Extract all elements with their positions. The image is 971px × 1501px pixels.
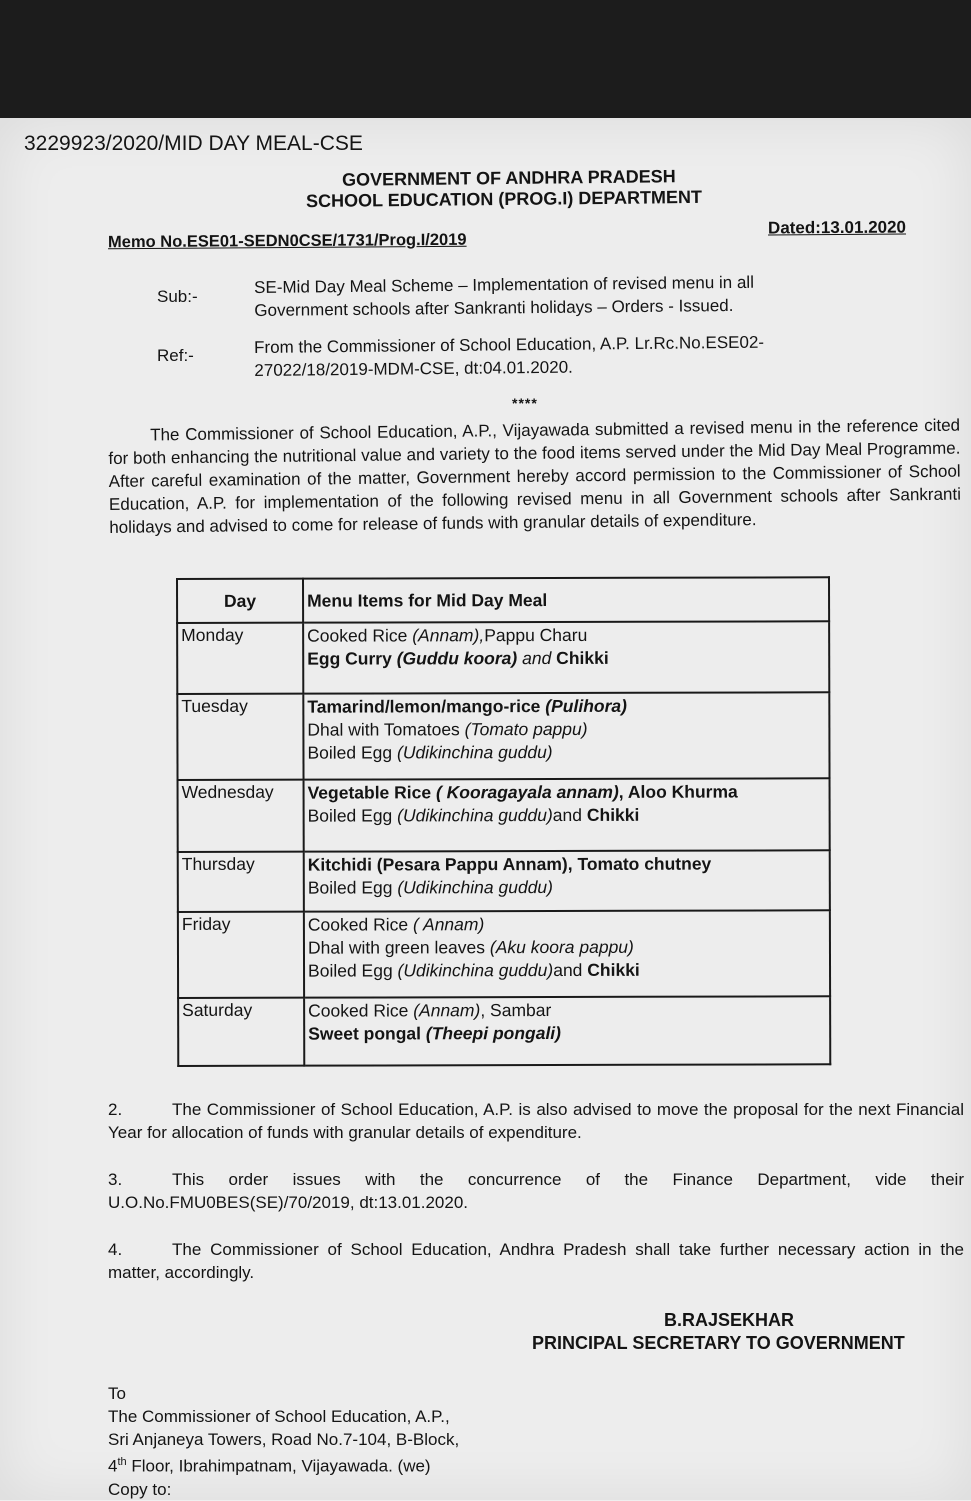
menu-text: (Annam) — [413, 1000, 481, 1021]
day-cell: Saturday — [178, 998, 304, 1066]
menu-text: Dhal with green leaves — [307, 937, 490, 958]
menu-text: Vegetable Rice — [307, 782, 436, 803]
menu-line — [307, 623, 825, 647]
menu-line — [308, 935, 826, 959]
memo-number: Memo No.ESE01-SEDN0CSE/1731/Prog.I/2019 — [107, 230, 467, 252]
menu-line — [308, 998, 826, 1022]
table-row — [178, 850, 830, 912]
subject-line: SE-Mid Day Meal Scheme – Implementation of revised menu in all — [254, 272, 755, 297]
floor-address: Floor, Ibrahimpatnam, Vijayawada. (we) — [126, 1456, 431, 1476]
table-row — [178, 778, 830, 852]
table-row — [177, 621, 829, 694]
menu-cell — [304, 910, 830, 997]
menu-text: Chikki — [586, 804, 640, 825]
menu-text: and — [553, 959, 588, 981]
department-heading: SCHOOL EDUCATION (PROG.I) DEPARTMENT — [305, 186, 703, 212]
floor-suffix: th — [117, 1456, 127, 1468]
menu-cell — [304, 850, 830, 911]
menu-text: Egg Curry — [307, 648, 397, 669]
menu-text: Tamarind/lemon/mango-rice — [307, 696, 546, 717]
menu-text: Cooked Rice — [307, 625, 413, 646]
recipient-line — [108, 1451, 459, 1478]
reference-text — [254, 329, 914, 382]
paragraph-text: The Commissioner of School Education, A.P. is also advised to move the proposal for the next Financial Year for allocation of funds with granular details of expenditure. — [108, 1100, 964, 1142]
recipient-line: Sri Anjaneya Towers, Road No.7-104, B-Block, — [108, 1430, 460, 1449]
to-label: To — [108, 1384, 126, 1403]
paragraph-number: 4. — [108, 1240, 123, 1259]
file-reference: 3229923/2020/MID DAY MEAL-CSE — [24, 132, 363, 155]
menu-line — [308, 912, 826, 936]
day-cell: Wednesday — [178, 780, 304, 852]
day-cell: Tuesday — [177, 694, 303, 780]
reference-label: Ref:- — [157, 346, 194, 365]
paragraph-1: The Commissioner of School Education, A.P., Vijayawada submitted a revised menu in the reference cited for both enhancing the nutritional value and variety to the food items served under the Mid Day Meal Programme. After careful examination of the matter, Government hereby accord permission to the Commissioner of School Education, A.P. for implementation of the following revised menu in all Government schools after Sankranti holidays and advised to come for release of funds with granular details of expenditure. — [108, 415, 962, 537]
menu-line — [308, 780, 826, 804]
menu-text: Cooked Rice — [307, 914, 413, 935]
menu-text: , Aloo Khurma — [618, 781, 738, 802]
signatory-title: PRINCIPAL SECRETARY TO GOVERNMENT — [532, 1333, 905, 1353]
signatory-name: B.RAJSEKHAR — [664, 1310, 795, 1330]
menu-text: (Theepi pongali) — [425, 1022, 562, 1044]
menu-text: (Aku koora pappu) — [489, 936, 634, 958]
menu-text: (Tomato pappu) — [464, 718, 588, 740]
mid-day-meal-menu-table — [176, 576, 831, 1067]
table-row — [178, 910, 830, 998]
menu-line — [307, 694, 825, 718]
day-cell: Thursday — [178, 852, 304, 912]
menu-cell — [303, 621, 829, 693]
menu-text: Kitchidi (Pesara Pappu Annam), Tomato chutney — [307, 853, 712, 875]
menu-text: (Udikinchina guddu) — [396, 742, 553, 763]
menu-text: Cooked Rice — [308, 1000, 414, 1021]
recipient-line: The Commissioner of School Education, A.P., — [108, 1407, 450, 1426]
paragraph-4 — [108, 1238, 964, 1284]
paragraph-2 — [108, 1098, 964, 1144]
menu-line — [308, 875, 826, 899]
column-header-menu: Menu Items for Mid Day Meal — [303, 577, 829, 622]
menu-cell — [304, 778, 830, 851]
menu-text: Boiled Egg — [307, 877, 398, 898]
menu-text: (Pulihora) — [545, 695, 627, 717]
menu-text: Sweet pongal — [308, 1023, 426, 1044]
menu-text: ( Kooragayala annam) — [435, 781, 619, 803]
reference-line: From the Commissioner of School Education, A.P. Lr.Rc.No.ESE02- — [254, 332, 765, 357]
menu-table-body — [177, 621, 830, 1066]
column-header-day: Day — [177, 579, 303, 623]
menu-text: Boiled Egg — [307, 742, 397, 763]
menu-text: Pappu Charu — [484, 624, 588, 646]
copy-to-label: Copy to: — [108, 1479, 172, 1499]
menu-line — [308, 803, 826, 827]
menu-text: ( Annam) — [412, 914, 485, 935]
memo-date: Dated:13.01.2020 — [767, 217, 907, 238]
menu-text: Boiled Egg — [307, 805, 398, 826]
menu-text: and — [552, 804, 587, 826]
subject-label: Sub:- — [157, 287, 198, 306]
table-header-row — [177, 577, 829, 623]
menu-line — [308, 1021, 826, 1045]
menu-line — [308, 852, 826, 876]
menu-line — [307, 717, 825, 741]
menu-cell — [303, 692, 829, 779]
government-heading: GOVERNMENT OF ANDHRA PRADESH — [341, 166, 676, 190]
menu-text: Chikki — [587, 959, 640, 980]
menu-text: (Guddu koora) — [396, 648, 518, 669]
table-row — [178, 996, 830, 1066]
menu-text: and — [517, 648, 557, 669]
menu-line — [307, 646, 825, 670]
table-row — [177, 692, 829, 780]
reference-line: 27022/18/2019-MDM-CSE, dt:04.01.2020. — [254, 357, 573, 380]
day-cell: Friday — [178, 912, 304, 998]
menu-line — [307, 740, 825, 764]
floor-number: 4 — [108, 1456, 118, 1476]
menu-text: , Sambar — [480, 1000, 552, 1021]
paragraph-number: 2. — [108, 1100, 123, 1119]
top-dark-band — [0, 0, 971, 118]
recipient-block — [108, 1382, 459, 1501]
menu-text: Dhal with Tomatoes — [307, 719, 465, 740]
paragraph-text: This order issues with the concurrence of the Finance Department, vide their U.O.No.FMU0BES(SE)/70/2019, dt:13.01.2020. — [108, 1170, 964, 1212]
paragraph-text: The Commissioner of School Education, Andhra Pradesh shall take further necessary action in the matter, accordingly. — [108, 1240, 964, 1282]
menu-text: Boiled Egg — [308, 960, 398, 981]
paragraph-3 — [108, 1168, 964, 1214]
subject-text — [254, 270, 874, 322]
menu-text: (Udikinchina guddu) — [397, 960, 554, 981]
menu-text: (Annam), — [412, 625, 485, 646]
subject-line: Government schools after Sankranti holidays – Orders - Issued. — [254, 295, 734, 320]
separator-stars: **** — [512, 395, 538, 411]
menu-line — [308, 958, 826, 982]
menu-text: Chikki — [556, 647, 609, 669]
menu-text: (Udikinchina guddu) — [397, 805, 553, 826]
day-cell: Monday — [177, 623, 303, 694]
menu-text: (Udikinchina guddu) — [397, 877, 554, 898]
paragraph-number: 3. — [108, 1170, 123, 1189]
menu-cell — [304, 996, 830, 1065]
